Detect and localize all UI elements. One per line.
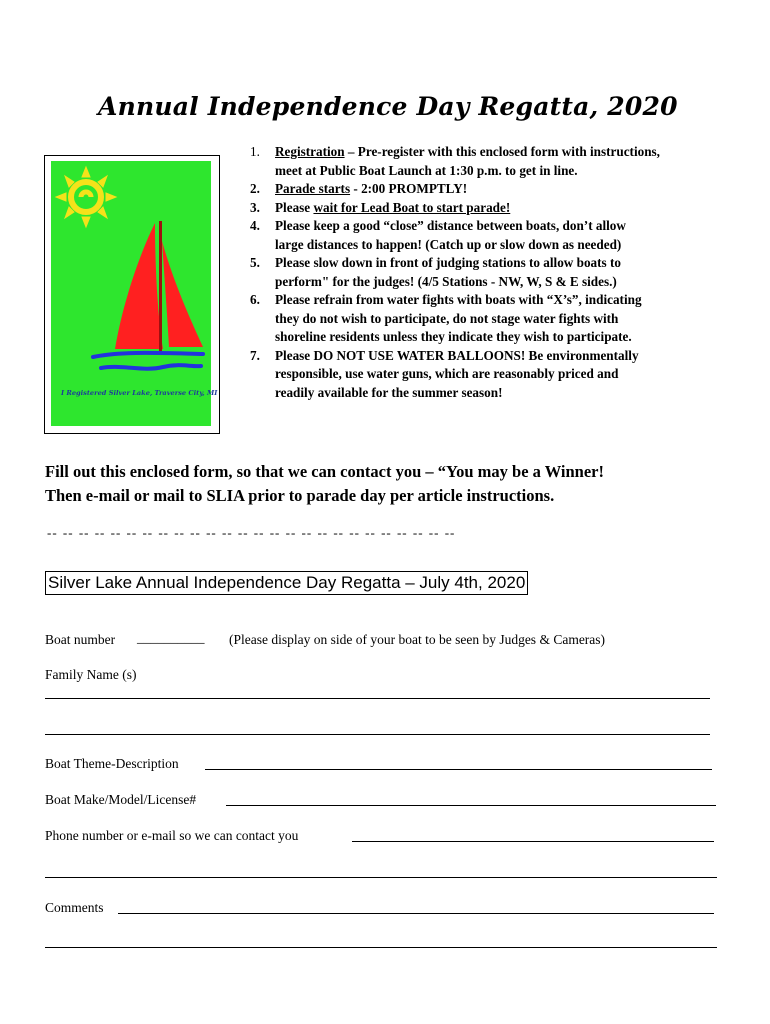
rule-number: 2.	[250, 181, 260, 196]
phone-email-label: Phone number or e-mail so we can contact you	[45, 828, 299, 843]
rule-heading: Registration	[275, 144, 345, 159]
rule-item	[250, 143, 730, 180]
comments-field-2[interactable]	[45, 947, 717, 948]
form-title: Silver Lake Annual Independence Day Regatta – July 4th, 2020	[45, 571, 528, 595]
poster-caption: I Registered Silver Lake, Traverse City, MI	[61, 389, 218, 397]
rule-text: - 2:00 PROMPTLY!	[350, 181, 468, 196]
rule-number: 6.	[250, 292, 260, 307]
rule-item	[250, 291, 730, 347]
rule-text: – Pre-register with this enclosed form with instructions,	[344, 144, 660, 159]
rule-text: responsible, use water guns, which are reasonably priced and	[275, 366, 619, 381]
instructions-line: Fill out this enclosed form, so that we can contact you – “You may be a Winner!	[45, 462, 605, 481]
regatta-poster	[44, 155, 220, 434]
rule-text: readily available for the summer season!	[275, 384, 503, 400]
boat-number-label: Boat number	[45, 632, 116, 647]
rule-item	[250, 254, 730, 291]
rule-item	[250, 347, 730, 403]
instructions-text	[45, 460, 604, 508]
rule-text: Please DO NOT USE WATER BALLOONS! Be environmentally	[275, 347, 639, 363]
boat-make-field[interactable]	[226, 805, 716, 806]
family-name-field[interactable]	[45, 698, 710, 699]
sail-icon	[115, 221, 203, 353]
poster-background	[51, 161, 218, 426]
rule-item	[250, 217, 730, 254]
rule-text: perform" for the judges! (4/5 Stations - NW, W, S & E sides.)	[275, 273, 617, 289]
rule-text: shoreline residents unless they indicate they wish to participate.	[275, 329, 632, 344]
comments-label: Comments	[45, 900, 104, 915]
boat-number-note: (Please display on side of your boat to be seen by Judges & Cameras)	[229, 632, 606, 647]
rule-text: Please refrain from water fights with boats with “X’s”, indicating	[275, 292, 642, 307]
rule-number: 1.	[250, 144, 260, 159]
rule-item	[250, 180, 730, 199]
sun-icon	[56, 167, 116, 227]
page-title: Annual Independence Day Regatta, 2020	[98, 92, 678, 121]
family-name-label: Family Name (s)	[45, 667, 137, 682]
rule-text: Please	[275, 199, 314, 215]
phone-email-field-2[interactable]	[45, 877, 717, 878]
sailboat-illustration	[51, 161, 218, 426]
instructions-line: Then e-mail or mail to SLIA prior to parade day per article instructions.	[45, 486, 555, 505]
rule-number: 4.	[250, 218, 260, 233]
boat-theme-label: Boat Theme-Description	[45, 756, 179, 771]
boat-number-field[interactable]: __________	[137, 630, 205, 645]
rule-item	[250, 199, 730, 218]
rule-heading: Parade starts	[275, 181, 351, 196]
rule-text: Please slow down in front of judging stations to allow boats to	[275, 255, 621, 270]
boat-theme-field[interactable]	[205, 769, 712, 770]
water-icon	[93, 353, 203, 369]
cut-line: -- -- -- -- -- -- -- -- -- -- -- -- -- -- -- -- -- -- -- -- -- -- -- -- -- --	[47, 525, 456, 540]
rule-number: 7.	[250, 347, 260, 363]
rule-text: meet at Public Boat Launch at 1:30 p.m. to get in line.	[275, 162, 578, 178]
rule-number: 5.	[250, 255, 260, 270]
rule-text: Please keep a good “close” distance between boats, don’t allow	[275, 218, 626, 233]
family-name-field-2[interactable]	[45, 734, 710, 735]
rules-list	[250, 143, 730, 402]
boat-make-label: Boat Make/Model/License#	[45, 792, 197, 807]
rule-text: large distances to happen! (Catch up or slow down as needed)	[275, 236, 622, 252]
rule-text: they do not wish to participate, do not stage water fights with	[275, 310, 619, 326]
phone-email-field[interactable]	[352, 841, 714, 842]
rule-heading: wait for Lead Boat to start parade!	[313, 199, 511, 215]
comments-field[interactable]	[118, 913, 714, 914]
rule-number: 3.	[250, 199, 260, 215]
